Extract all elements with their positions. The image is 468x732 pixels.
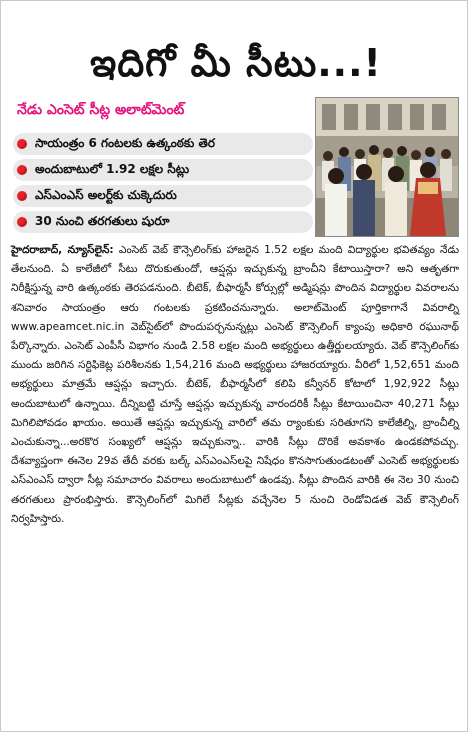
highlight-item (13, 159, 313, 181)
article-paragraph: ఎంసెట్ వెబ్ కౌన్సెలింగ్‌కు హాజరైన 1.52 లక్షల మంది విద్యార్థుల భవితవ్యం నేడు తేలనుంది. ఏ కాలేజీలో సీటు దొరుకుతుందో, ఆప్షన్లు ఇచ్చుకున్న బ్రాంచీని కేటాయిస్తారా? అని ఆతృతగా నిరీక్షిస్తున్న వారి ఉత్కంఠకు తెరపడనుంది. బీటెక్, బీఫార్మసీ కోర్సుల్లో అడ్మిషన్లు పొందిన విద్యార్థుల వివరాలను శనివారం సాయంత్రం ఆరు గంటలకు ప్రకటించనున్నారు. అలాట్‌మెంట్ పూర్తికాగానే వివరాల్ని (11, 244, 459, 314)
highlight-item (13, 185, 313, 207)
highlight-text: ఎస్ఎంఎస్ అలర్ట్‌కు చుక్కెదురు (35, 187, 177, 202)
website-url: www.apeamcet.nic.in (11, 320, 125, 333)
highlight-item (13, 133, 313, 155)
bullet-dot-icon (17, 217, 27, 227)
highlight-text: సాయంత్రం 6 గంటలకు ఉత్కంఠకు తెర (35, 135, 215, 150)
bullet-dot-icon (17, 139, 27, 149)
students-crowd-photo (315, 97, 459, 237)
highlight-text: 30 నుంచి తరగతులు షురూ (35, 213, 170, 228)
article-body (11, 241, 459, 529)
highlights-list (13, 133, 313, 237)
highlight-item (13, 211, 313, 233)
headline: ఇదిగో మీ సీటు...! (90, 41, 382, 85)
bullet-dot-icon (17, 165, 27, 175)
subheadline: నేడు ఎంసెట్ సీట్ల అలాట్‌మెంట్ (17, 102, 185, 118)
article-paragraph: వెబ్‌సైట్‌లో పొందుపర్చనున్నట్లు ఎంసెట్ కౌన్సెలింగ్ క్యాంపు అధికారి రఘునాథ్ పేర్కొన్నారు. ఎంసెట్ ఎంపీసీ విభాగం నుండి 2.58 లక్షల మంది అభ్యర్థులు ఉత్తీర్ణులయ్యారు. వెబ్ కౌన్సెలింగ్‌కు ముందు జరిగిన సర్టిఫికెట్ల పరిశీలనకు 1,54,216 మంది అభ్యర్థులు హాజరయ్యారు. వీరిలో 1,52,651 మంది అభ్యర్థులు మాత్రమే ఆప్షన్లు ఇచ్చారు. బీటెక్, బీఫార్మసీలో కలిపి కన్వీనర్ కోటాలో 1,92,922 సీట్లు అందుబాటులో ఉన్నాయి. దీన్నిబట్టి చూస్తే ఆప్షన్లు ఇచ్చుకున్న వారందరికీ సీట్లు కేటాయించినా 40,271 సీట్లు మిగిలిపోవడం ఖాయం. అయితే ఆప్షన్లు ఇచ్చుకున్న వారిలో తమ ర్యాంకుకు సరితూగని కాలేజీల్ని, బ్రాంచీల్ని ఎంచుకున్నా...అరకొర సంఖ్యలో ఆప్షన్లు ఇచ్చుకున్నా.. వారికి సీట్లు దొరికే అవకాశం ఉండకపోవచ్చు. దేశవ్యాప్తంగా ఈనెల 29వ తేదీ వరకు బల్క్ ఎస్ఎంఎస్‌లపై నిషేధం కొనసాగుతుండటంతో ఎంసెట్ అభ్యర్థులకు ఎస్ఎంఎస్ ద్వారా సీట్ల సమాచారం వివరాలు అందుబాటులో ఉండవు. సీట్లు పొందిన వారికి ఈ నెల 30 నుంచి తరగతులు ప్రారంభిస్తారు. కౌన్సెలింగ్‌లో మిగిలే సీట్లకు వచ్చేనెల 5 నుంచి రెండోవిడత వెబ్ కౌన్సెలింగ్ నిర్వహిస్తారు. (11, 320, 459, 525)
highlight-text: అందుబాటులో 1.92 లక్షల సీట్లు (35, 161, 190, 176)
dateline: హైదరాబాద్, న్యూస్‌లైన్: (11, 244, 114, 256)
bullet-dot-icon (17, 191, 27, 201)
photo-illustration (316, 98, 458, 236)
